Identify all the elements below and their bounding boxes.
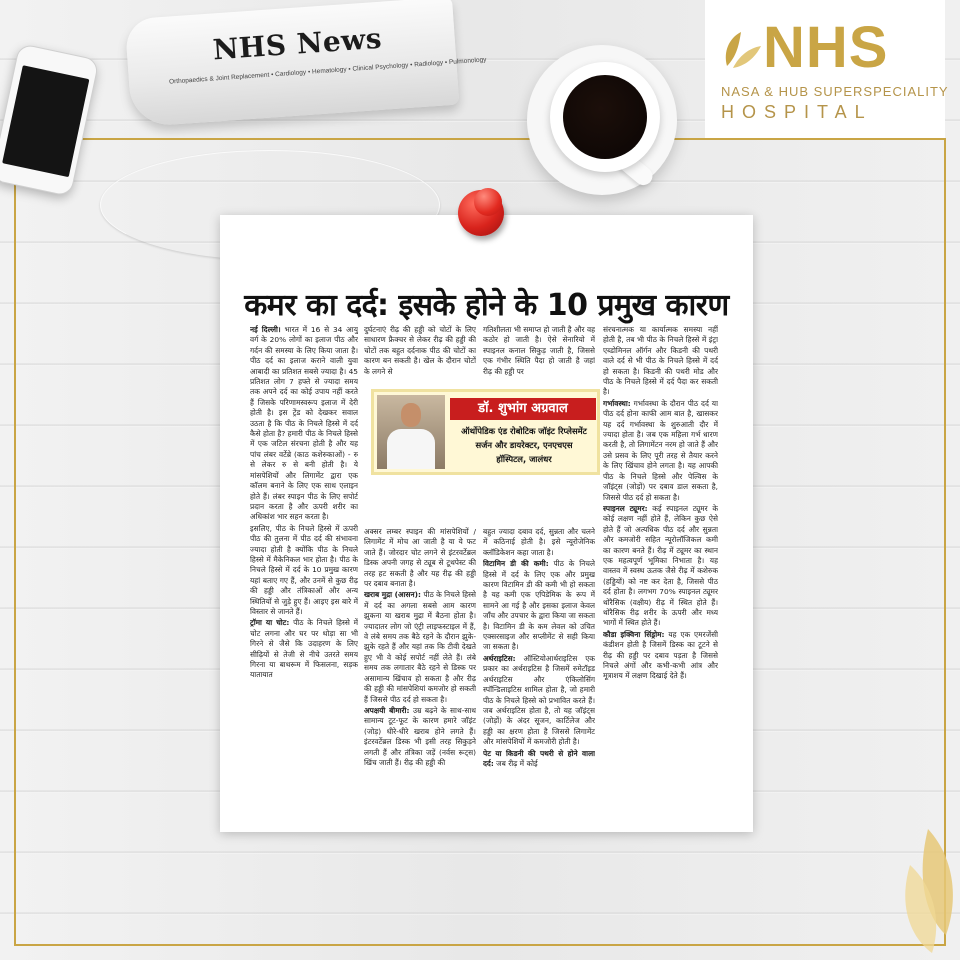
gold-leaf-decor-icon — [880, 825, 960, 955]
article-paragraph: बहुत ज्यादा दबाव दर्द, सुन्नता और चलने में कठिनाई होती है। इसे न्यूरोजेनिक क्लॉडिकेशन कहा जाता है। — [483, 527, 595, 557]
doctor-title-line: ऑर्थोपेडिक एंड रोबोटिक जॉइंट रिप्लेसमेंट — [461, 426, 587, 436]
logo-wordmark: NHS — [763, 15, 889, 80]
paragraph-text: यह एक एमरजेंसी कंडीशन होती है जिसमें डिस्क का टूटने से रीढ़ की हड्डी पर दबाव पड़ता है जिससे निचले अंगों और कभी-कभी आंत्र और मूत्राशय में लक्षण दिखाई देते हैं। — [603, 629, 718, 681]
article-paragraph — [364, 706, 476, 768]
paragraph-text: भारत में 16 से 34 आयु वर्ग के 20% लोगों का इलाज पीठ और गर्दन की समस्या के लिए किया जाता है। पीठ दर्द का इलाज कराने वाली युवा आबादी का प्रतिशत सबसे ज्यादा है। 45 प्रतिशत लोग 7 हफ्ते से ज्यादा समय तक अपने दर्द का कोई उपाय नहीं करते हैं जिसके परिणामस्वरूप इलाज में देरी होती है। इस ट्रेंड को देखकर सवाल उठता है कि पीठ के निचले हिस्से में दर्द कैसे होता है? हमारी पीठ के निचले हिस्से में एक जटिल संरचना होती है और यह पांच लंबर वर्टेब्रे (काठ कशेरुकाओं) - रु से लेकर रु से बनी होती है। ये मांसपेशियों और लिगामेंट द्वारा एक कॉलम बनाने के लिए एक साथ एलाइन होते हैं। लंबर स्पाइन पीठ के लिए सपोर्ट प्रदान करता है और ऊपरी शरीर का अधिकांश भार सहन करता है। — [250, 325, 358, 522]
paragraph-text: ऑस्टियोआर्थराइटिस एक प्रकार का अर्थराइटिस है जिसमें रुमेटॉइड अर्थराइटिस और एंकिलोसिंग स्पॉन्डिलाइटिस शामिल होता है, जो हमारी पीठ के निचले हिस्से को प्रभावित करते हैं। जब अर्थराइटिस होता है, तो यह जॉइंट्स (जोड़ों) के अंदर सूजन, कार्टिलेज और हड्डी का क्षरण होता है जिससे लिगामेंट और मांसपेशियों में कमजोरी होती है। — [483, 653, 595, 747]
coffee-surface — [563, 75, 647, 159]
phone-screen — [2, 65, 89, 177]
article-paragraph — [483, 654, 595, 748]
article-paragraph — [483, 749, 595, 770]
doctor-coat — [387, 429, 435, 469]
subheading: विटामिन डी की कमी: — [483, 559, 549, 569]
subheading: पेट या किडनी की पथरी से होने वाला दर्द: — [483, 748, 595, 768]
article-paragraph: दुर्घटनाएं रीढ़ की हड्डी को चोटों के लिए साधारण फ्रैक्चर से लेकर रीढ़ की हड्डी की चोटों तक बहुत दर्दनाक पीठ की चोटों का कारण बन सकती है। खेल के दौरान चोटों के लगने से — [364, 325, 476, 376]
article-paragraph: गतिशीलता भी समाप्त हो जाती है और वह कठोर हो जाती है। ऐसे सेनारियो में स्पाइनल कनाल सिकुड़ जाती है, जिससे एक गंभीर स्थिति पैदा हो जाती है जहां रीढ़ की हड्डी पर — [483, 325, 595, 376]
article-paragraph — [250, 325, 358, 523]
article-paragraph — [603, 399, 718, 503]
subheading: स्पाइनल ट्यूमर: — [603, 503, 648, 513]
newspaper-clipping — [220, 215, 753, 832]
paragraph-text: उम्र बढ़ने के साथ-साथ सामान्य टूट-फूट के कारण हमारे जॉइंट (जोड़) धीरे-धीरे खराब होने लगते हैं। इंटरवर्टेब्रल डिस्क भी इसी तरह सिकुड़ने लगती हैं और तंत्रिका जड़ें (नर्वस रूट्स) खिंच जाती हैं। रीढ़ की हड्डी की — [364, 705, 476, 767]
article-column-2 — [364, 527, 476, 825]
article-column-2-top — [364, 325, 476, 389]
rolled-newspaper-image — [125, 0, 487, 127]
subheading: ट्रॉमा या चोट: — [250, 618, 290, 628]
article-paragraph — [364, 590, 476, 704]
logo-subtitle: NASA & HUB SUPERSPECIALITY — [721, 84, 949, 99]
pushpin-top — [474, 188, 502, 216]
paragraph-text: पीठ के निचले हिस्से में दर्द के लिए एक और प्रमुख कारण विटामिन डी की कमी भी हो सकता है यह कमी एक एपिडेमिक के रूप में सामने आ गई है और इसका इलाज केवल जाँच और उपचार के द्वारा किया जा सकता है। विटामिन डी के कम लेवल को उचित एक्सरसाइज और सप्लीमेंट से सही किया जा सकता है। — [483, 559, 595, 652]
article-paragraph — [603, 504, 718, 629]
newspaper-title: NHS News — [211, 21, 384, 67]
paragraph-text: गर्भावस्था के दौरान पीठ दर्द या पीठ दर्द होना काफी आम बात है, खासकर यह दर्द गर्भावस्था के शुरुआती दौर में ज्यादा होता है। जब एक महिला गर्भ धारण करती है, तो लिगामेंटन नरम हो जाते हैं और उसे प्रसव के लिए पूरी तरह से तैयार करने के लिए खिंचाव होने लगता है। यह आपकी पीठ के निचले हिस्से और पेल्विस के जॉइंट्स (जोड़ों) पर दबाव डाल सकता है, जिससे पीठ दर्द हो सकता है। — [603, 398, 718, 502]
subheading: खराब मुद्रा (आसन): — [364, 590, 421, 600]
smartphone-image — [0, 43, 100, 197]
article-headline: कमर का दर्द: इसके होने के 10 प्रमुख कारण — [244, 288, 729, 323]
article-paragraph: संरचनात्मक या कार्यात्मक समस्या नहीं होती है, तब भी पीठ के निचले हिस्से में इंट्रा एब्डोमिनल ऑर्गन और किडनी की पथरी वाले दर्द से भी पीठ के निचले हिस्से में दर्द हो सकता है। किडनी की पथरी मोड और पीठ के निचले हिस्से में दर्द पैदा कर सकती है। — [603, 325, 718, 397]
logo-hospital-label: HOSPITAL — [721, 102, 873, 122]
doctor-profile-box — [371, 389, 600, 475]
doctor-title — [450, 424, 598, 466]
subheading: अपक्षयी बीमारी: — [364, 705, 410, 715]
paragraph-text: पीठ के निचले हिस्से में दर्द का अगला सबसे आम कारण झुकना या खराब मुद्रा में बैठना होता है। ज्यादातर लोग जो एंट्री लाइफस्टाइल में हैं, वे लंबे समय तक बैठे रहने के दौरान झुके-झुके रहते हैं और यहां तक कि टीवी देखते हुए भी वे कोई सपोर्ट नहीं लेते हैं। लंबे समय तक लगातार बैठे रहने से डिस्क पर असामान्य खिंचाव हो सकता है और रीढ़ की हड्डी की मांसपेशियां कमजोर हो सकती हैं जिससे पीठ दर्द हो सकता है। — [364, 590, 476, 704]
paragraph-text: पीठ के निचले हिस्से में चोट लगना और घर पर थोड़ा सा भी गिरने से जैसे कि उदाहरण के लिए सीढ़ियों से तेजी से नीचे उतरते समय गिरना या बाथरूम में फिसलना, सड़क यातायात — [250, 618, 358, 680]
article-paragraph: इसलिए, पीठ के निचले हिस्से में ऊपरी पीठ की तुलना में पीठ दर्द की संभावना ज्यादा होती है क्योंकि पीठ के निचले हिस्से में मैकेनिकल भार होता है। पीठ के निचले हिस्से में दर्द के 10 प्रमुख कारण यहां बताए गए हैं, और उनमें से कुछ रीढ़ की हड्डी और तंत्रिकाओं और अन्य स्थितियों से जुड़े हुए हैं। आइए इस बारे में विस्तार से जानते हैं। — [250, 523, 358, 616]
leaf-logo-icon — [719, 26, 765, 72]
article-paragraph — [250, 618, 358, 680]
doctor-title-line: हॉस्पिटल, जालंधर — [496, 454, 552, 464]
doctor-head — [401, 403, 421, 427]
article-column-3-top — [483, 325, 595, 389]
nhs-logo — [705, 0, 949, 138]
subheading: कौडा इक्विना सिंड्रोम: — [603, 629, 665, 639]
article-column-4 — [603, 325, 718, 825]
article-paragraph — [483, 559, 595, 653]
dateline: नई दिल्ली। — [250, 325, 281, 334]
article-paragraph — [603, 630, 718, 682]
article-column-1 — [250, 325, 358, 825]
subheading: अर्थराइटिस: — [483, 653, 516, 663]
doctor-name: डॉ. शुभांग अग्रवाल — [450, 398, 596, 420]
doctor-photo — [377, 395, 445, 469]
newspaper-categories: Orthopaedics & Joint Replacement • Cardiology • Hematology • Clinical Psychology • Radiology • Pulmonology — [168, 56, 487, 86]
article-column-3 — [483, 527, 595, 825]
doctor-title-line: सर्जन और डायरेक्टर, एनएचएस — [475, 440, 573, 450]
paragraph-text: जब रीढ़ में कोई — [496, 758, 538, 768]
subheading: गर्भावस्था: — [603, 398, 631, 408]
article-paragraph: अक्सर लम्बर स्पाइन की मांसपेशियों / लिगामेंट में मोच आ जाती है या ये फट जाते हैं। जोरदार चोट लगने से इंटरवर्टेब्रल डिस्क अपनी जगह से ट्यूब से टूथपेस्ट की तरह हट सकती है और यह रीढ़ की हड्डी पर दबाव बनाता है। — [364, 527, 476, 589]
paragraph-text: कई स्पाइनल ट्यूमर के कोई लक्षण नहीं होते हैं, लेकिन कुछ ऐसे होते हैं जो अत्यधिक पीठ दर्द और सुन्नता और कमजोरी सहित न्यूरोलॉजिकल कमी का कारण बनते हैं। रीढ़ में ट्यूमर का स्थान एक महत्वपूर्ण भूमिका निभाता है। यह वास्तव में स्वस्थ ऊतक जैसे रीढ़ में कशेरुक (हड्डियों) को नष्ट कर देता है, जिससे पीठ दर्द होता है। लगभग 70% स्पाइनल ट्यूमर थोरैसिक (वक्षीय) रीढ़ में स्थित होते हैं। थोरैसिक रीढ़ शरीर के ऊपरी और मध्य भागों में स्थित होते हैं। — [603, 503, 718, 628]
